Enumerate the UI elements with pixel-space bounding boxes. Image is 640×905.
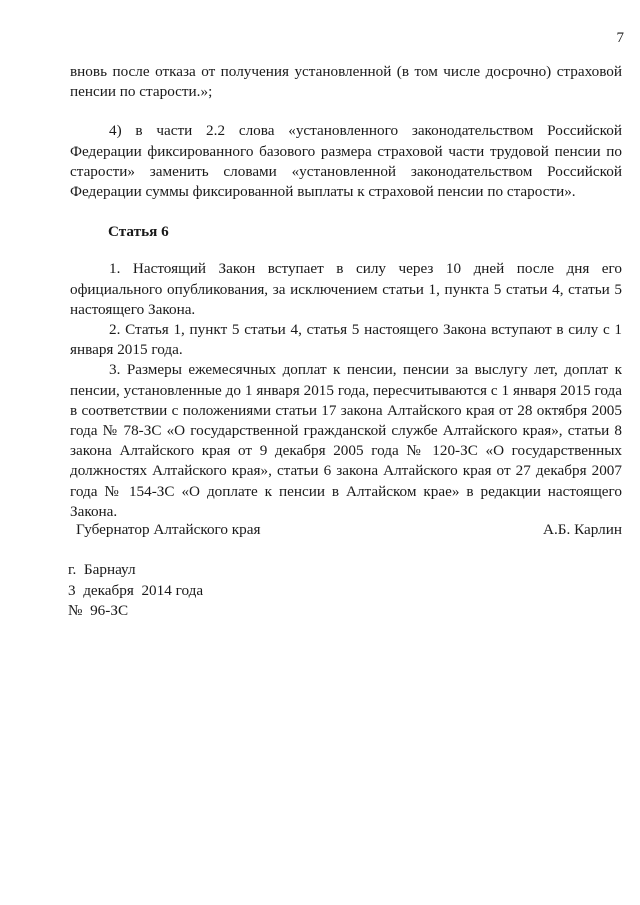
place-date-block [68,560,203,622]
article-clause-2: 2. Статья 1, пункт 5 статьи 4, статья 5 настоящего Закона вступают в силу с 1 января 2015 года. [70,321,622,359]
law-number-line: № 96-ЗС [68,602,129,620]
article-heading: Статья 6 [108,223,169,241]
document-body [70,62,622,522]
signatory-title: Губернатор Алтайского края [76,521,261,538]
date-line: 3 декабря 2014 года [68,581,204,599]
amendment-item-4: 4) в части 2.2 слова «установленного законодательством Российской Федерации фиксированного базового размера страховой части трудовой пенсии по старости» заменить словами «установленной законодательством Российской Федерации суммы фиксированной выплаты к страховой пенсии по старости». [70,122,622,201]
city-line: г. Барнаул [68,561,136,578]
article-clause-3: 3. Размеры ежемесячных доплат к пенсии, пенсии за выслугу лет, доплат к пенсии, установленные до 1 января 2015 года, пересчитываются с 1 января 2015 года в соответствии с положениями статьи 17 закона Алтайского края от 28 октября 2005 года № 78-ЗС «О государственной гражданской службе Алтайского края», статьи 8 закона Алтайского края от 9 декабря 2005 года № 120-ЗС «О государственных должностях Алтайского края», статьи 6 закона Алтайского края от 27 декабря 2007 года № 154-ЗС «О доплате к пенсии в Алтайском крае» в редакции настоящего Закона. [70,361,622,520]
continued-paragraph: вновь после отказа от получения установленной (в том числе досрочно) страховой пенсии по старости.»; [70,63,622,101]
signatory-name: А.Б. Карлин [543,521,622,538]
article-clause-1: 1. Настоящий Закон вступает в силу через 10 дней после дня его официального опубликования, за исключением статьи 1, пункта 5 статьи 4, статьи 5 настоящего Закона. [70,260,622,318]
page-number: 7 [616,30,624,46]
